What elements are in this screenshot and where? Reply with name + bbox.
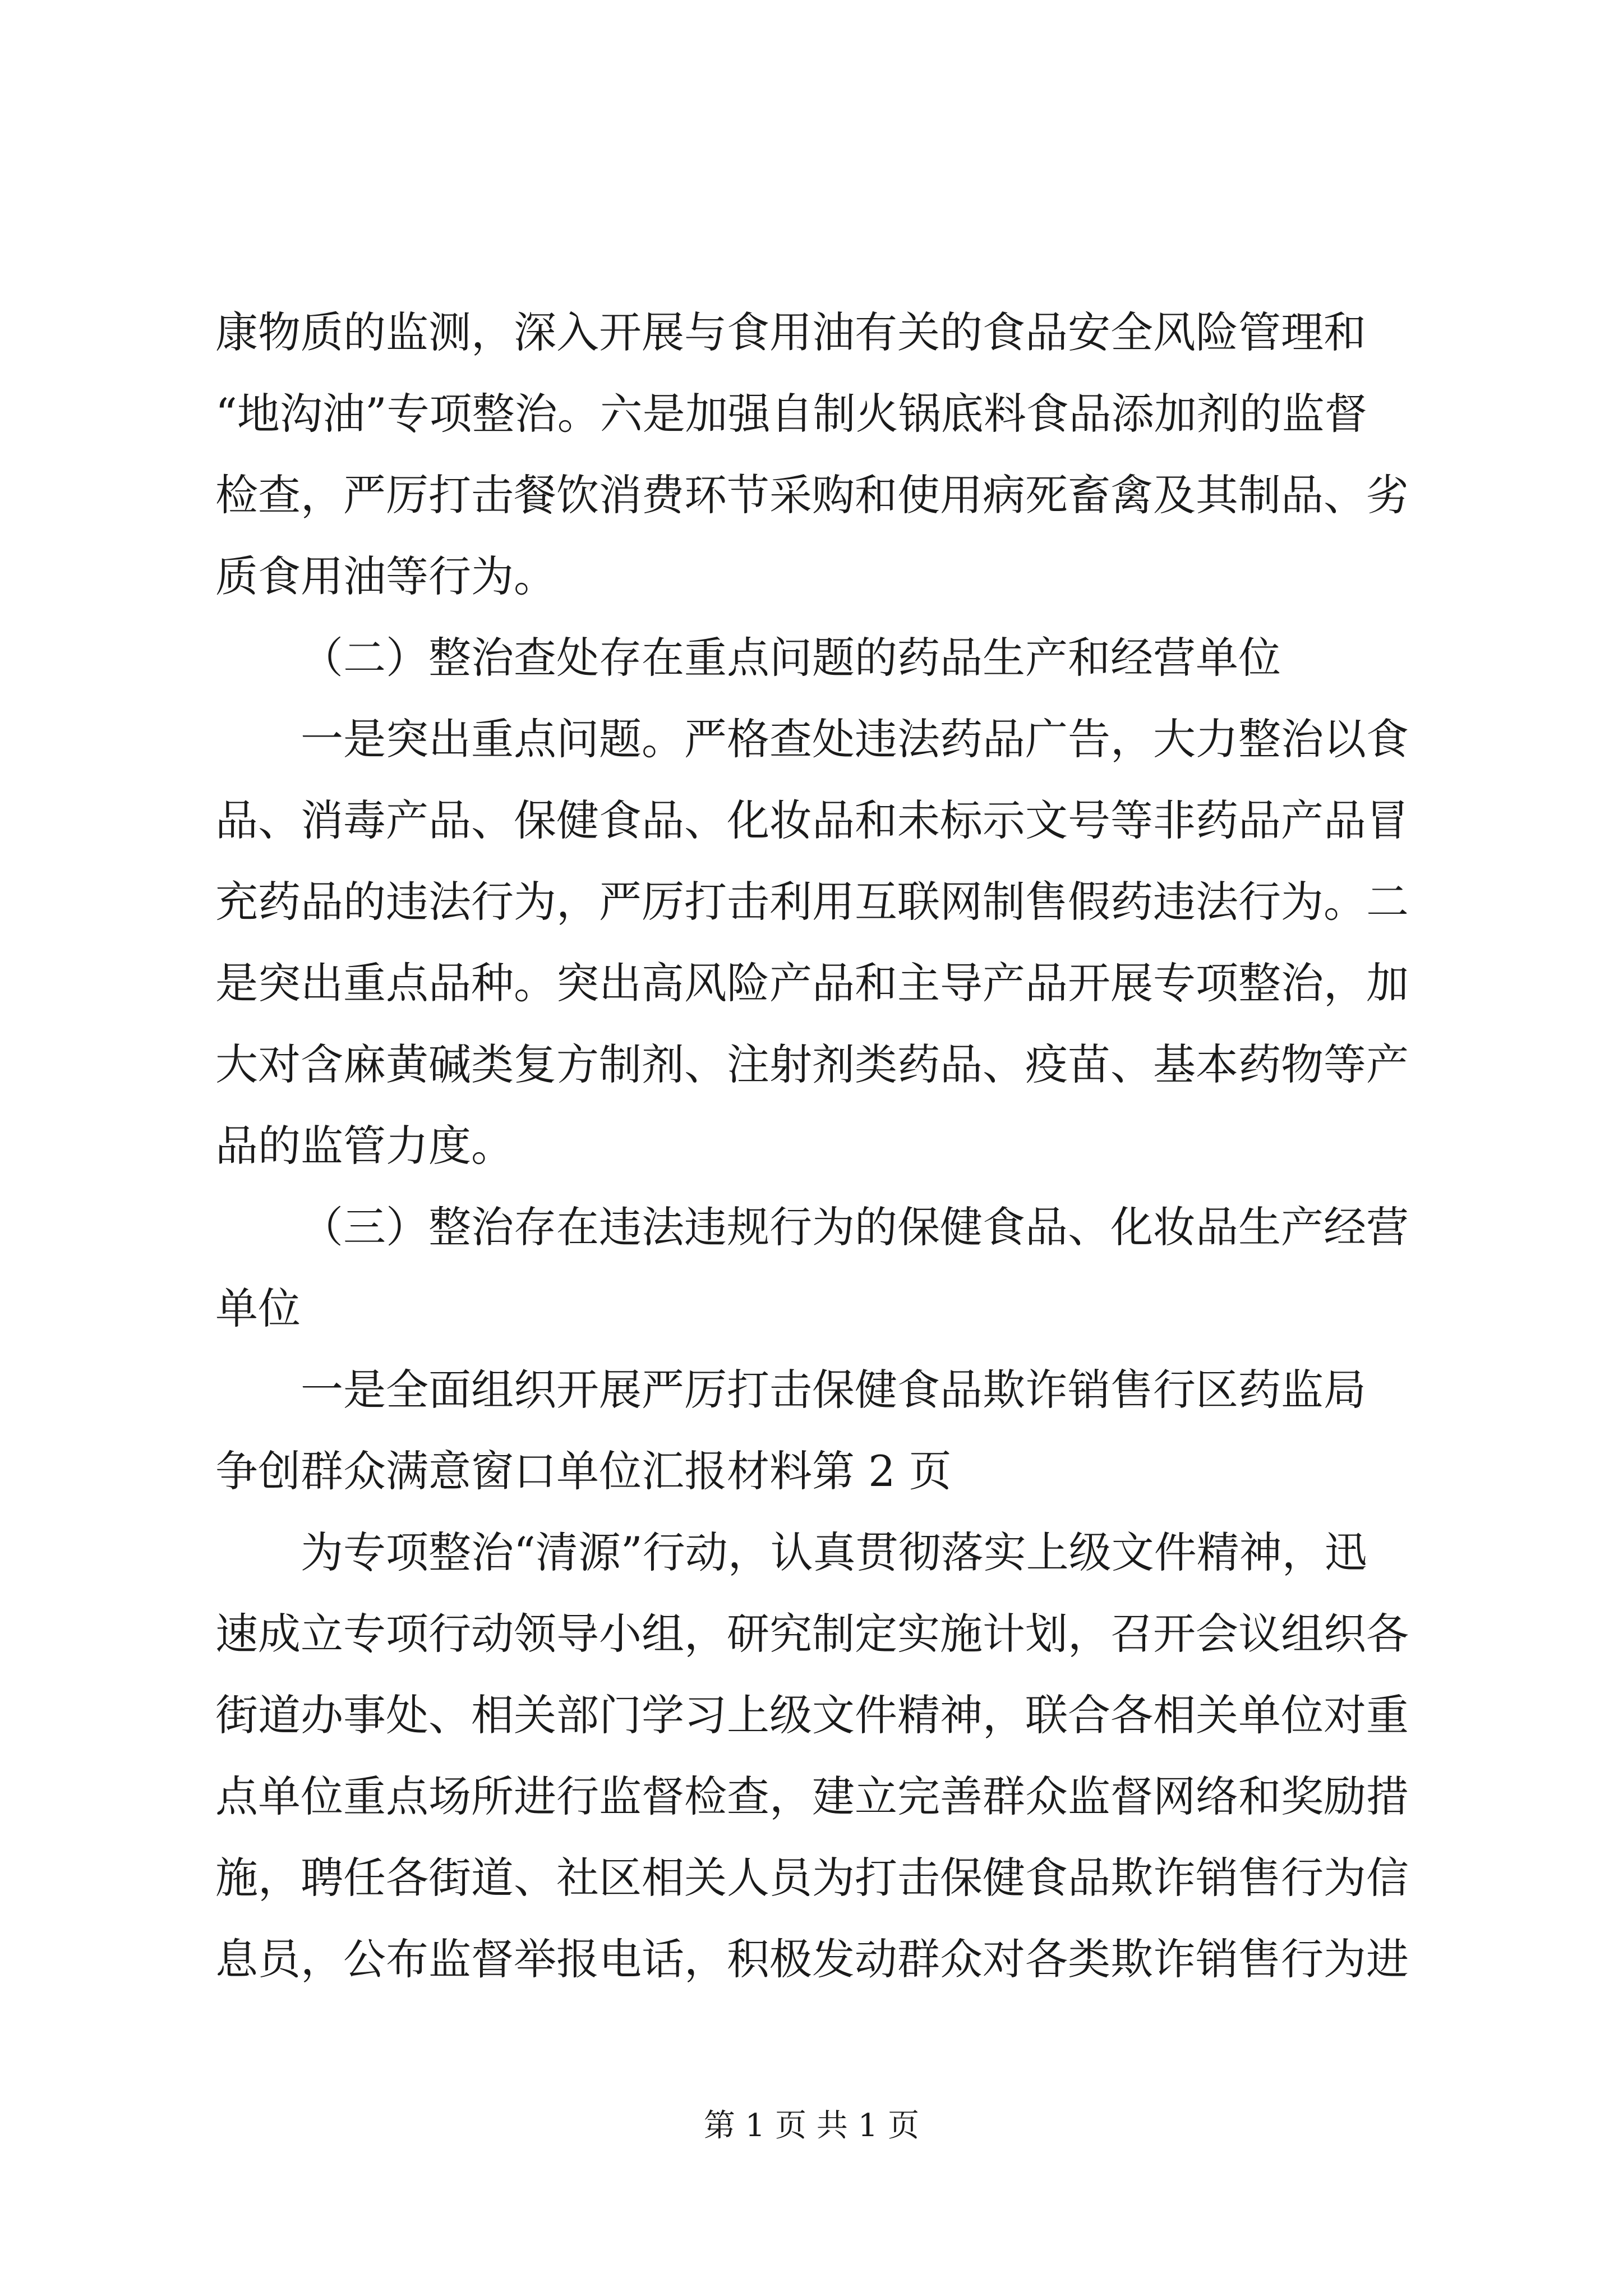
body-line: 争创群众满意窗口单位汇报材料第 2 页: [215, 1446, 952, 1496]
section-heading: （二）整治查处存在重点问题的药品生产和经营单位: [301, 633, 1281, 683]
section-heading: （三）整治存在违法违规行为的保健食品、化妆品生产经营: [301, 1202, 1409, 1252]
body-line: 是突出重点品种。突出高风险产品和主导产品开展专项整治，加: [215, 958, 1409, 1008]
section-heading-continued: 单位: [215, 1283, 301, 1333]
paragraph-first-line: 为专项整治“清源”行动，认真贯彻落实上级文件精神，迅: [301, 1527, 1367, 1577]
body-line: 质食用油等行为。: [215, 551, 556, 601]
page-footer: [0, 2104, 1623, 2148]
body-line: 施，聘任各街道、社区相关人员为打击保健食品欺诈销售行为信: [215, 1853, 1409, 1903]
page-number: 第 1 页 共 1 页: [703, 2108, 920, 2144]
body-line: 品的监管力度。: [215, 1121, 514, 1171]
paragraph-first-line: 一是突出重点问题。严格查处违法药品广告，大力整治以食: [301, 714, 1409, 764]
body-line: 大对含麻黄碱类复方制剂、注射剂类药品、疫苗、基本药物等产: [215, 1039, 1409, 1089]
body-line: 品、消毒产品、保健食品、化妆品和未标示文号等非药品产品冒: [215, 795, 1409, 845]
paragraph-first-line: 一是全面组织开展严厉打击保健食品欺诈销售行区药监局: [301, 1365, 1366, 1415]
body-line: 点单位重点场所进行监督检查，建立完善群众监督网络和奖励措: [215, 1772, 1409, 1821]
body-line: 充药品的违法行为，严厉打击利用互联网制售假药违法行为。二: [215, 877, 1409, 927]
body-line: 检查，严厉打击餐饮消费环节采购和使用病死畜禽及其制品、劣: [215, 470, 1409, 520]
body-line: 康物质的监测，深入开展与食用油有关的食品安全风险管理和: [215, 307, 1366, 357]
document-body: [215, 292, 1421, 2000]
body-line: 街道办事处、相关部门学习上级文件精神，联合各相关单位对重: [215, 1690, 1409, 1740]
body-line: 速成立专项行动领导小组，研究制定实施计划，召开会议组织各: [215, 1609, 1409, 1659]
body-line: “地沟油”专项整治。六是加强自制火锅底料食品添加剂的监督: [215, 389, 1367, 439]
body-line: 息员，公布监督举报电话，积极发动群众对各类欺诈销售行为进: [215, 1934, 1409, 1984]
